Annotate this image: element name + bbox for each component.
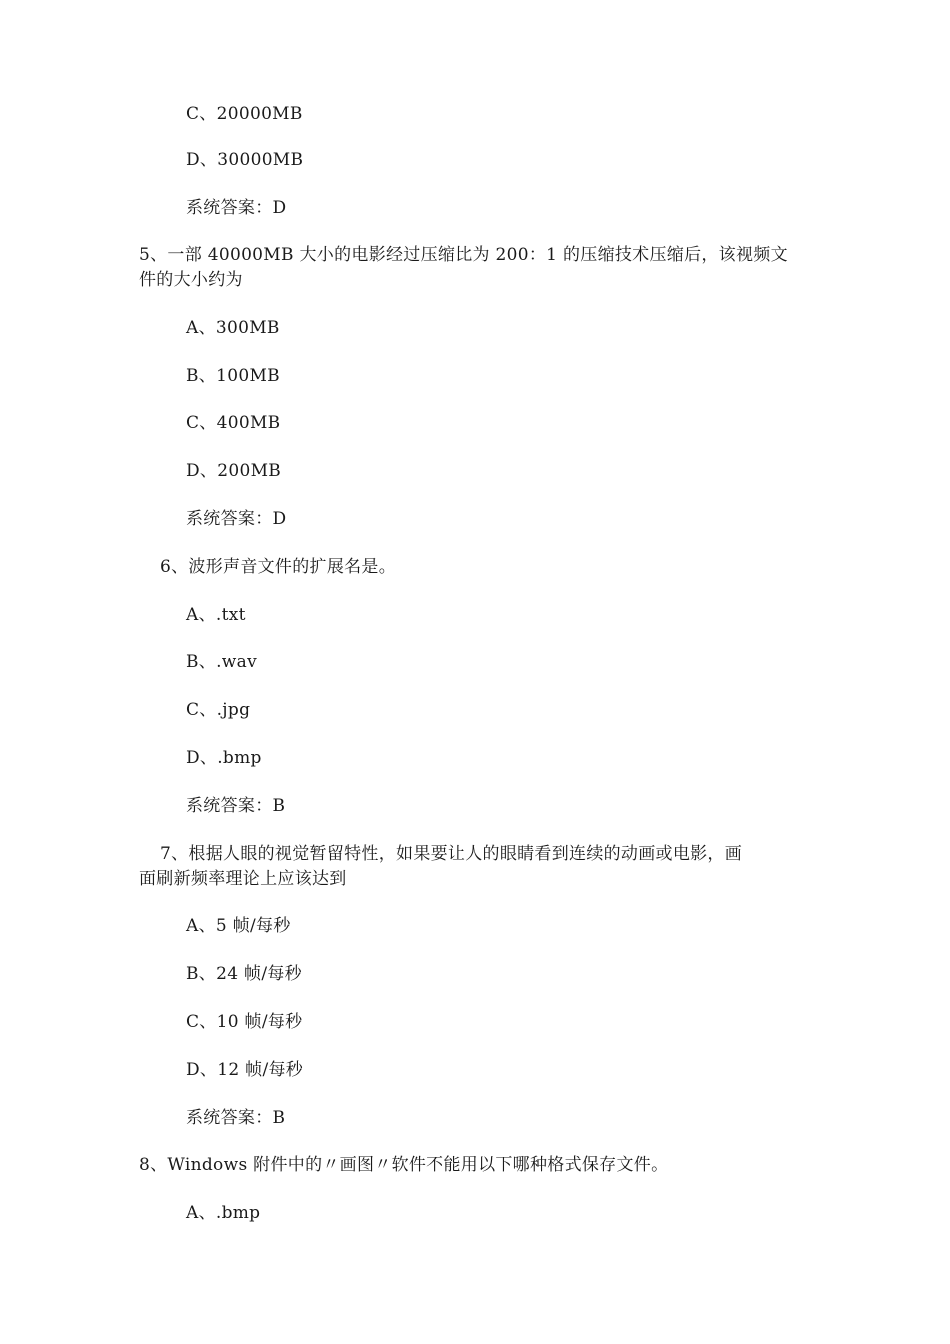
q8-option-a: A、.bmp bbox=[186, 1203, 261, 1223]
q4-option-d: D、30000MB bbox=[186, 150, 304, 170]
q6-option-a: A、.txt bbox=[186, 605, 246, 625]
q4-answer: 系统答案：D bbox=[186, 198, 287, 218]
q5-question-line1: 5、一部 40000MB 大小的电影经过压缩比为 200：1 的压缩技术压缩后，该视频文 bbox=[139, 245, 788, 265]
q4-option-c: C、20000MB bbox=[186, 104, 303, 124]
q7-option-c: C、10 帧/每秒 bbox=[186, 1012, 303, 1032]
q5-question-line2: 件的大小约为 bbox=[139, 270, 243, 290]
q7-answer: 系统答案：B bbox=[186, 1108, 286, 1128]
q8-question: 8、Windows 附件中的〃画图〃软件不能用以下哪种格式保存文件。 bbox=[139, 1155, 669, 1175]
q7-option-d: D、12 帧/每秒 bbox=[186, 1060, 304, 1080]
q6-option-b: B、.wav bbox=[186, 652, 257, 672]
q5-answer: 系统答案：D bbox=[186, 509, 287, 529]
q6-option-d: D、.bmp bbox=[186, 748, 262, 768]
q6-question: 6、波形声音文件的扩展名是。 bbox=[160, 557, 397, 577]
q5-option-a: A、300MB bbox=[186, 318, 280, 338]
q6-option-c: C、.jpg bbox=[186, 700, 251, 720]
q7-question-line1: 7、根据人眼的视觉暂留特性，如果要让人的眼睛看到连续的动画或电影，画 bbox=[160, 844, 743, 864]
q7-option-a: A、5 帧/每秒 bbox=[186, 916, 291, 936]
q6-answer: 系统答案：B bbox=[186, 796, 286, 816]
q7-question-line2: 面刷新频率理论上应该达到 bbox=[139, 869, 347, 889]
q7-option-b: B、24 帧/每秒 bbox=[186, 964, 302, 984]
q5-option-c: C、400MB bbox=[186, 413, 281, 433]
q5-option-b: B、100MB bbox=[186, 366, 280, 386]
q5-option-d: D、200MB bbox=[186, 461, 282, 481]
